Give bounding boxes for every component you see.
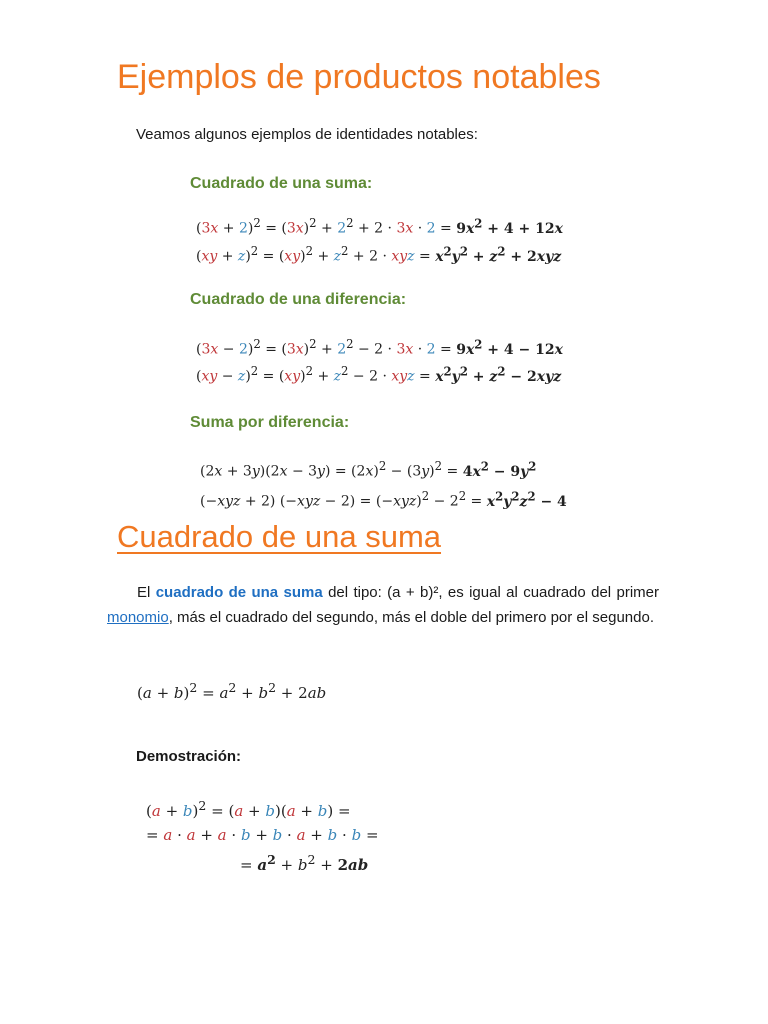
subheading-cuadrado-suma: Cuadrado de una suma: [190,175,373,192]
equation-suma-1: $(3x + 2)^2 = (3x)^2 + 2^2 + 2 \cdot 3x \cdot 2 = 9x^2 + 4 + 12x$ [196,216,563,237]
link-monomio[interactable]: monomio [107,609,169,626]
equation-diferencia-1: $(3x - 2)^2 = (3x)^2 + 2^2 - 2 \cdot 3x \cdot 2 = 9x^2 + 4 - 12x$ [196,337,563,358]
paragraph-text-2: del tipo: (a + b)², es igual al cuadrado del primer [322,584,660,601]
formula-cuadrado-suma: $(a + b)^2 = a^2 + b^2 + 2ab$ [137,680,327,702]
intro-text: Veamos algunos ejemplos de identidades notables: [136,126,478,143]
demonstration-label: Demostración: [136,748,242,765]
subheading-suma-por-diferencia: Suma por diferencia: [190,414,350,431]
demonstration-line-1: $(a + b)^2 = (a + b)(a + b)$ = [146,798,351,820]
equation-suma-2: $(xy + z)^2 = (xy)^2 + z^2 + 2$ · xyz = $x^2y^2 + z^2 + 2xyz$ [196,244,562,265]
equation-sumadif-1: $(2x + 3y)(2x - 3y) = (2x)^2 - (3y)^2 = 4x^2 - 9y^2$ [200,459,537,480]
demonstration-line-2: = a · a + a · b + b · a + b · b = [146,826,379,844]
paragraph-text-3: , más el cuadrado del segundo, más el doble del primero por el segundo. [168,609,654,626]
subheading-cuadrado-diferencia: Cuadrado de una diferencia: [190,291,407,308]
section-title-cuadrado-suma: Cuadrado de una suma [117,519,442,554]
equation-sumadif-2: (−xyz + 2) $(-xyz - 2) = (-xyz)^2 - 2^2 = x^2y^2z^2 - 4$ [200,489,567,510]
page-title: Ejemplos de productos notables [117,58,601,96]
link-cuadrado-de-una-suma[interactable]: cuadrado de una suma [155,584,323,601]
equation-diferencia-2: $(xy - z)^2 = (xy)^2 + z^2 - 2$ · xyz = $x^2y^2 + z^2 - 2xyz$ [196,364,562,385]
definition-paragraph [107,580,659,630]
demonstration-line-3: = $a^2 + b^2 + 2ab$ [240,852,369,874]
paragraph-text-1: El [137,584,156,601]
